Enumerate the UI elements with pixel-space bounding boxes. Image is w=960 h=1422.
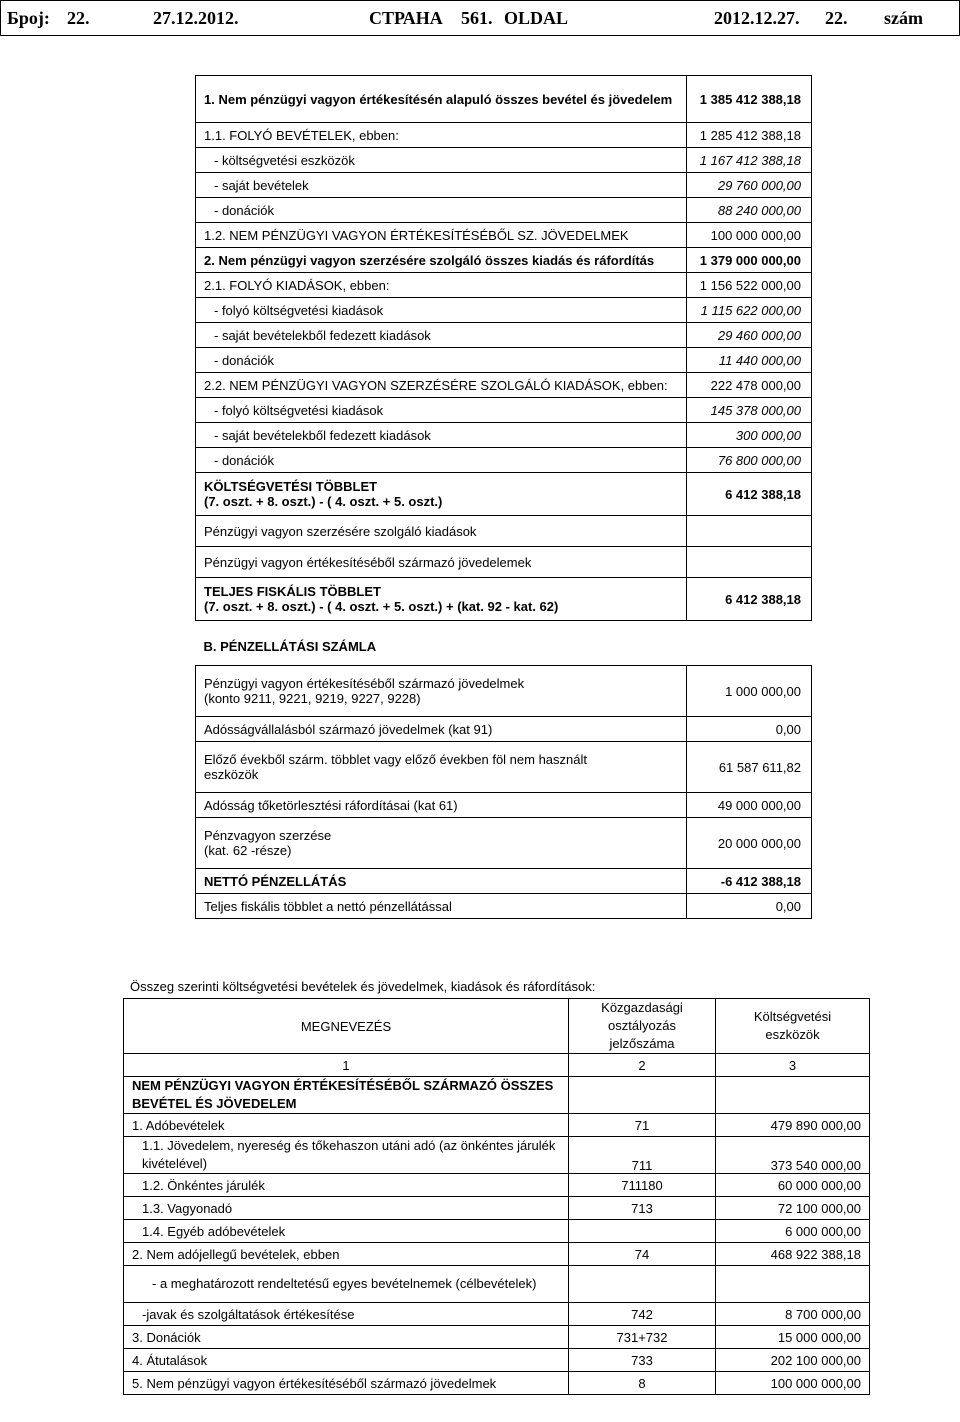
financial-expenses-row <box>196 516 812 547</box>
row-label-text: 2.1. FOLYÓ KIADÁSOK, ebben: <box>204 277 390 293</box>
table2-caption: Összeg szerinti költségvetési bevételek és jövedelmek, kiadások és ráfordítások: <box>130 979 596 994</box>
row-value <box>687 516 812 547</box>
summary-row <box>196 398 812 423</box>
row-value: 1 167 412 388,18 <box>687 148 812 173</box>
row-label <box>196 793 687 818</box>
row-label <box>196 248 687 273</box>
cash-flow-row <box>196 894 812 919</box>
revenue-code: 731+732 <box>569 1326 716 1349</box>
row-value: 29 760 000,00 <box>687 173 812 198</box>
row-label-text: - saját bevételek <box>214 177 309 193</box>
row-label-text: - donációk <box>214 352 274 368</box>
row-value <box>687 547 812 578</box>
header-strana: СТРАНА <box>369 7 443 28</box>
revenue-code: 711180 <box>569 1174 716 1197</box>
row-value: 100 000 000,00 <box>687 223 812 248</box>
row-label <box>196 373 687 398</box>
row-value: 61 587 611,82 <box>687 742 812 793</box>
cash-row-label: Adósság tőketörlesztési ráfordításai (kat 61) <box>204 797 458 813</box>
summary-row <box>196 323 812 348</box>
cash-flow-row <box>196 742 812 793</box>
table2-header-row <box>124 999 870 1054</box>
revenue-code: 713 <box>569 1197 716 1220</box>
revenue-value: 72 100 000,00 <box>716 1197 870 1220</box>
revenue-value: 100 000 000,00 <box>716 1372 870 1395</box>
col-number-3: 3 <box>716 1054 870 1077</box>
header-issue-number-hu: 22. <box>825 7 848 28</box>
cash-row-label: NETTÓ PÉNZELLÁTÁS <box>204 873 347 889</box>
revenue-code: 711 <box>569 1137 716 1174</box>
revenue-row <box>124 1303 870 1326</box>
row-value: 1 115 622 000,00 <box>687 298 812 323</box>
row-value: 6 412 388,18 <box>687 473 812 516</box>
header-oldal: OLDAL <box>504 7 569 28</box>
row-value: 11 440 000,00 <box>687 348 812 373</box>
revenue-label: - a meghatározott rendeltetésű egyes bevételnemek (célbevételek) <box>124 1266 569 1303</box>
header-budget-means-line1: Költségvetési <box>753 1009 832 1024</box>
row-label <box>196 298 687 323</box>
row-value: 1 385 412 388,18 <box>687 76 812 123</box>
row-label <box>196 547 687 578</box>
row-value: 1 285 412 388,18 <box>687 123 812 148</box>
revenue-code: 74 <box>569 1243 716 1266</box>
row-label <box>196 223 687 248</box>
revenue-row <box>124 1243 870 1266</box>
row-label <box>196 818 687 869</box>
summary-row <box>196 76 812 123</box>
revenue-label: 1.1. Jövedelem, nyereség és tőkehaszon utáni adó (az önkéntes járulék kivételével) <box>124 1137 569 1174</box>
row-label-text: - donációk <box>214 452 274 468</box>
row-value: -6 412 388,18 <box>687 869 812 894</box>
revenue-code: 742 <box>569 1303 716 1326</box>
cash-flow-row <box>196 717 812 742</box>
row-value: 49 000 000,00 <box>687 793 812 818</box>
row-label <box>196 148 687 173</box>
summary-row <box>196 423 812 448</box>
budget-surplus-row <box>196 473 812 516</box>
cash-flow-row <box>196 869 812 894</box>
financial-income-label: Pénzügyi vagyon értékesítéséből származó jövedelemek <box>204 554 532 570</box>
page-header <box>0 0 960 36</box>
header-date-hu: 2012.12.27. <box>714 7 800 28</box>
row-label <box>196 398 687 423</box>
cash-row-label-2: (kat. 62 -része) <box>204 843 292 858</box>
summary-row <box>196 173 812 198</box>
row-label <box>196 273 687 298</box>
cash-flow-row <box>196 666 812 717</box>
row-label <box>196 516 687 547</box>
revenue-row <box>124 1326 870 1349</box>
revenue-value <box>716 1077 870 1114</box>
revenue-row <box>124 1349 870 1372</box>
col-number-2: 2 <box>569 1054 716 1077</box>
row-value: 1 156 522 000,00 <box>687 273 812 298</box>
section-b-title: B. PÉNZELLÁTÁSI SZÁMLA <box>196 621 812 666</box>
header-broj: Број: <box>7 7 50 28</box>
col-number-1: 1 <box>124 1054 569 1077</box>
header-date: 27.12.2012. <box>153 7 239 28</box>
row-value: 88 240 000,00 <box>687 198 812 223</box>
revenue-row <box>124 1174 870 1197</box>
header-budget-means <box>716 999 870 1054</box>
revenue-value: 6 000 000,00 <box>716 1220 870 1243</box>
row-label <box>196 869 687 894</box>
fiscal-surplus-label: TELJES FISKÁLIS TÖBBLET <box>204 584 381 599</box>
row-label-text: - donációk <box>214 202 274 218</box>
revenue-code: 71 <box>569 1114 716 1137</box>
summary-row <box>196 223 812 248</box>
revenue-label: 1.2. Önkéntes járulék <box>124 1174 569 1197</box>
header-szam: szám <box>884 7 923 28</box>
summary-row <box>196 123 812 148</box>
revenue-label: 1.4. Egyéb adóbevételek <box>124 1220 569 1243</box>
row-label-text: - saját bevételekből fedezett kiadások <box>214 327 431 343</box>
row-label-text: - folyó költségvetési kiadások <box>214 402 384 418</box>
revenue-code: 8 <box>569 1372 716 1395</box>
row-label <box>196 76 687 123</box>
row-label <box>196 717 687 742</box>
cash-row-label: Előző évekből szárm. többlet vagy előző években föl nem használt <box>204 752 587 767</box>
row-label-text: - folyó költségvetési kiadások <box>214 302 384 318</box>
revenue-row <box>124 1077 870 1114</box>
header-budget-means-line2: eszközök <box>765 1027 820 1042</box>
revenue-row <box>124 1197 870 1220</box>
revenue-value: 60 000 000,00 <box>716 1174 870 1197</box>
header-classification <box>569 999 716 1054</box>
summary-row <box>196 273 812 298</box>
row-label <box>196 578 687 621</box>
cash-row-label: Teljes fiskális többlet a nettó pénzellátással <box>204 898 452 914</box>
row-label-text: 1.2. NEM PÉNZÜGYI VAGYON ÉRTÉKESÍTÉSÉBŐL SZ. JÖVEDELMEK <box>204 227 629 243</box>
row-value: 222 478 000,00 <box>687 373 812 398</box>
row-label <box>196 423 687 448</box>
revenue-row <box>124 1114 870 1137</box>
summary-row <box>196 148 812 173</box>
row-label-text: 1. Nem pénzügyi vagyon értékesítésén alapuló összes bevétel és jövedelem <box>204 91 673 107</box>
revenue-label: 1. Adóbevételek <box>124 1114 569 1137</box>
revenue-label: 5. Nem pénzügyi vagyon értékesítéséből származó jövedelmek <box>124 1372 569 1395</box>
revenue-label: NEM PÉNZÜGYI VAGYON ÉRTÉKESÍTÉSÉBŐL SZÁRMAZÓ ÖSSZES BEVÉTEL ÉS JÖVEDELEM <box>124 1077 569 1114</box>
revenue-value: 479 890 000,00 <box>716 1114 870 1137</box>
surplus-label: KÖLTSÉGVETÉSI TÖBBLET <box>204 479 378 494</box>
section-b-title-row <box>196 621 812 666</box>
row-label <box>196 742 687 793</box>
revenue-label: 4. Átutalások <box>124 1349 569 1372</box>
header-classification-line2: osztályozás <box>608 1018 676 1033</box>
row-label-text: 2.2. NEM PÉNZÜGYI VAGYON SZERZÉSÉRE SZOLGÁLÓ KIADÁSOK, ebben: <box>204 377 668 393</box>
table2-column-numbers <box>124 1054 870 1077</box>
revenue-row <box>124 1220 870 1243</box>
row-label <box>196 323 687 348</box>
revenue-detail-table <box>123 998 870 1395</box>
financial-expenses-label: Pénzügyi vagyon szerzésére szolgáló kiadások <box>204 523 477 539</box>
revenue-value: 373 540 000,00 <box>716 1137 870 1174</box>
revenue-value: 202 100 000,00 <box>716 1349 870 1372</box>
summary-row <box>196 198 812 223</box>
row-label <box>196 123 687 148</box>
cash-flow-row <box>196 793 812 818</box>
summary-row <box>196 348 812 373</box>
revenue-value: 468 922 388,18 <box>716 1243 870 1266</box>
row-label-text: - költségvetési eszközök <box>214 152 355 168</box>
cash-row-label-2: (konto 9211, 9221, 9219, 9227, 9228) <box>204 691 421 706</box>
cash-row-label-2: eszközök <box>204 767 259 782</box>
row-label <box>196 894 687 919</box>
row-label <box>196 473 687 516</box>
summary-row <box>196 248 812 273</box>
row-value: 145 378 000,00 <box>687 398 812 423</box>
revenue-row <box>124 1266 870 1303</box>
row-value: 300 000,00 <box>687 423 812 448</box>
header-megnevezes: MEGNEVEZÉS <box>124 999 569 1054</box>
header-page-number: 561. <box>461 7 493 28</box>
row-value: 20 000 000,00 <box>687 818 812 869</box>
revenue-code: 733 <box>569 1349 716 1372</box>
revenue-row <box>124 1137 870 1174</box>
cash-row-label: Pénzügyi vagyon értékesítéséből származó jövedelmek <box>204 676 525 691</box>
row-label <box>196 348 687 373</box>
row-value: 0,00 <box>687 894 812 919</box>
revenue-value: 8 700 000,00 <box>716 1303 870 1326</box>
row-value: 1 379 000 000,00 <box>687 248 812 273</box>
row-label-text: - saját bevételekből fedezett kiadások <box>214 427 431 443</box>
row-label <box>196 448 687 473</box>
revenue-label: -javak és szolgáltatások értékesítése <box>124 1303 569 1326</box>
revenue-label: 3. Donációk <box>124 1326 569 1349</box>
fiscal-surplus-row <box>196 578 812 621</box>
revenue-value <box>716 1266 870 1303</box>
revenue-code <box>569 1077 716 1114</box>
header-issue-number: 22. <box>67 7 90 28</box>
cash-row-label: Adósságvállalásból származó jövedelmek (kat 91) <box>204 721 493 737</box>
surplus-formula: (7. oszt. + 8. oszt.) - ( 4. oszt. + 5. oszt.) <box>204 494 443 509</box>
row-value: 6 412 388,18 <box>687 578 812 621</box>
revenue-code <box>569 1220 716 1243</box>
summary-row <box>196 373 812 398</box>
row-value: 0,00 <box>687 717 812 742</box>
revenue-label: 2. Nem adójellegű bevételek, ebben <box>124 1243 569 1266</box>
row-label <box>196 198 687 223</box>
fiscal-surplus-formula: (7. oszt. + 8. oszt.) - ( 4. oszt. + 5. oszt.) + (kat. 92 - kat. 62) <box>204 599 559 614</box>
revenue-value: 15 000 000,00 <box>716 1326 870 1349</box>
summary-row <box>196 298 812 323</box>
row-label <box>196 666 687 717</box>
cash-row-label: Pénzvagyon szerzése <box>204 828 332 843</box>
header-classification-line3: jelzőszáma <box>609 1036 675 1051</box>
revenue-row <box>124 1372 870 1395</box>
header-classification-line1: Közgazdasági <box>601 1000 683 1015</box>
revenue-code <box>569 1266 716 1303</box>
row-label <box>196 173 687 198</box>
row-value: 29 460 000,00 <box>687 323 812 348</box>
financial-income-row <box>196 547 812 578</box>
cash-flow-row <box>196 818 812 869</box>
revenue-label: 1.3. Vagyonadó <box>124 1197 569 1220</box>
row-label-text: 1.1. FOLYÓ BEVÉTELEK, ebben: <box>204 127 399 143</box>
budget-summary-table <box>195 75 812 919</box>
row-value: 1 000 000,00 <box>687 666 812 717</box>
row-value: 76 800 000,00 <box>687 448 812 473</box>
row-label-text: 2. Nem pénzügyi vagyon szerzésére szolgáló összes kiadás és ráfordítás <box>204 252 655 268</box>
summary-row <box>196 448 812 473</box>
